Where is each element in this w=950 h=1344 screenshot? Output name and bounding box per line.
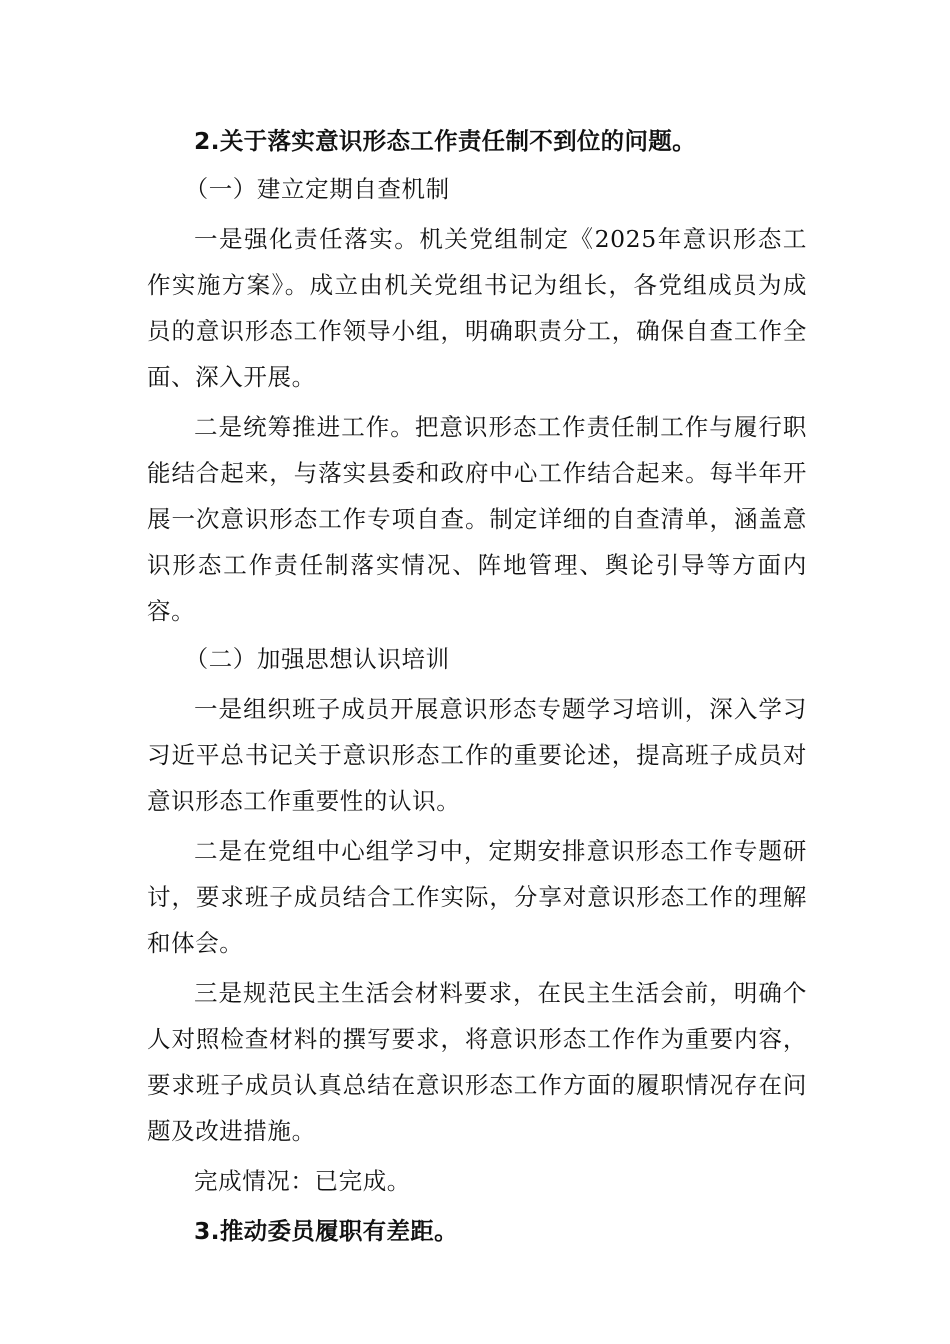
paragraph-coordinate-work: 二是统筹推进工作。把意识形态工作责任制工作与履行职能结合起来，与落实县委和政府中心工作结合起来。每半年开展一次意识形态工作专项自查。制定详细的自查清单，涵盖意识形态工作责任制落实情况、阵地管理、舆论引导等方面内容。 (147, 413, 807, 625)
paragraph-democratic-life-meeting: 三是规范民主生活会材料要求，在民主生活会前，明确个人对照检查材料的撰写要求，将意识形态工作作为重要内容，要求班子成员认真总结在意识形态工作方面的履职情况存在问题及改进措施。 (147, 979, 807, 1145)
completion-status: 完成情况：已完成。 (194, 1167, 411, 1195)
heading-item-3: 3.推动委员履职有差距。 (194, 1217, 458, 1245)
heading-item-2: 2.关于落实意识形态工作责任制不到位的问题。 (194, 127, 696, 155)
section-title-2: （二）加强思想认识培训 (184, 645, 450, 673)
paragraph-group-study: 二是在党组中心组学习中，定期安排意识形态工作专题研讨，要求班子成员结合工作实际，分享对意识形态工作的理解和体会。 (147, 837, 807, 957)
section-title-1: （一）建立定期自查机制 (184, 175, 450, 203)
paragraph-training: 一是组织班子成员开展意识形态专题学习培训，深入学习习近平总书记关于意识形态工作的重要论述，提高班子成员对意识形态工作重要性的认识。 (147, 695, 807, 815)
document-body (147, 118, 807, 1254)
paragraph-strengthen-responsibility: 一是强化责任落实。机关党组制定《2025年意识形态工作实施方案》。成立由机关党组书记为组长，各党组成员为成员的意识形态工作领导小组，明确职责分工，确保自查工作全面、深入开展。 (147, 225, 807, 391)
